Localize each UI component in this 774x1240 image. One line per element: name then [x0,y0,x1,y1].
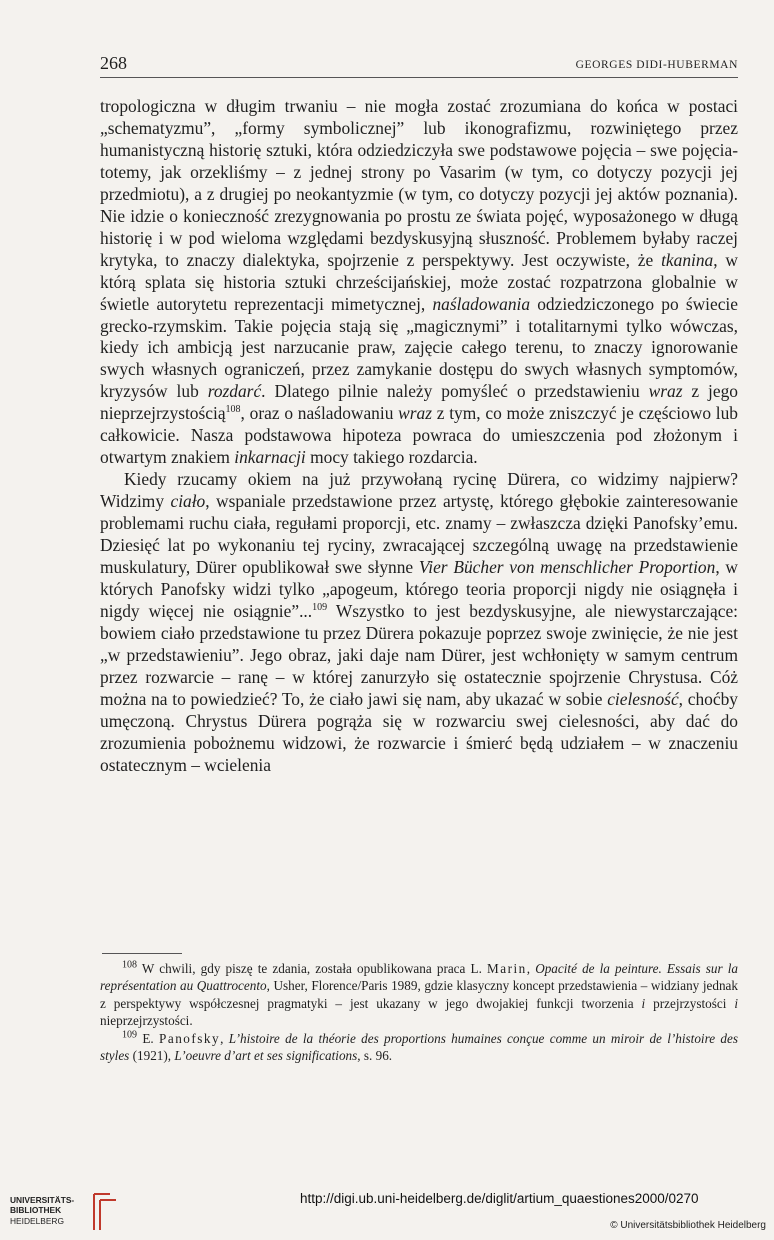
footnote-108: $^{108}$ W chwili, gdy piszę te zdania, została opublikowana praca L. Marin, Opacité de la peinture. Essais sur la représentation au Quattrocento, Usher, Florence/Paris 1989, gdzie klasyczny koncept przedstawienia – widziany jednak z perspektywy współczesnej pragmatyki – jest ukazany w jego dwojakiej funkcji tworzenia i przejrzystości i nieprzejrzystości. [100,959,739,1029]
copyright-notice: © Universitätsbibliothek Heidelberg [610,1220,766,1231]
footnotes [100,960,738,1064]
running-head: GEORGES DIDI-HUBERMAN [575,59,738,71]
page-header [100,53,738,78]
paragraph-1: tropologiczna w długim trwaniu – nie mogła zostać zrozumiana do końca w postaci „schematyzmu”, „formy symbolicznej” lub ikonografizmu, rozwiniętego przez humanistyczną historię sztuki, która odziedziczyła swe podstawowe pojęcia – swe pojęcia-totemy, jak orzekliśmy – z jednej strony po Vasarim (w tym, co dotyczy pozycji jej przedmiotu), a z drugiej po neokantyzmie (w tym, co dotyczy pozycji jej aktów poznania). Nie idzie o konieczność zrezygnowania po prostu ze świata pojęć, wyposażonego w długą historię i w pod wieloma względami bezdyskusyjną słuszność. Problemem byłaby raczej krytyka, to znaczy dialektyka, spojrzenie z perspektywy. Jest oczywiste, że tkanina, w którą splata się historia sztuki chrześcijańskiej, może zostać rozpatrzona globalnie w świetle autorytetu reprezentacji mimetycznej, naśladowania odziedziczonego po świecie grecko-rzymskim. Takie pojęcia stają się „magicznymi” i totalitarnymi tylko wówczas, kiedy ich ambicją jest narzucanie praw, zajęcie całego terenu, to znaczy ignorowanie swych własnych ograniczeń, przez zamykanie dostępu do swych własnych symptomów, kryzysów lub rozdarć. Dlatego pilnie należy pomyśleć o przedstawieniu wraz z jego nieprzejrzystością$^{108}$, oraz o naśladowaniu wraz z tym, co może zniszczyć je częściowo lub całkowicie. Nasza podstawowa hipoteza powraca do umieszczenia pod złożonym i otwartym znakiem inkarnacji mocy takiego rozdarcia. [100,96,738,468]
footnote-ref-108[interactable]: 108 [225,404,241,416]
library-name: UNIVERSITÄTS- BIBLIOTHEK HEIDELBERG [10,1195,75,1226]
page-number: 268 [100,53,127,73]
paragraph-2: Kiedy rzucamy okiem na już przywołaną rycinę Dürera, co widzimy najpierw? Widzimy ciało, wspaniale przedstawione przez artystę, którego głębokie zainteresowanie problemami ruchu ciała, regułami proporcji, etc. znamy – zwłaszcza dzięki Panofsky’emu. Dziesięć lat po wykonaniu tej ryciny, zwracającej szczególną uwagę na przedstawienie muskulatury, Dürer opublikował swe słynne Vier Bücher von menschlicher Proportion, w których Panofsky widzi tylko „apogeum, którego teoria proporcji nigdy nie osiągnęła i nigdy więcej nie osiągnie”...$^{109}$ Wszystko to jest bezdyskusyjne, ale niewystarczające: bowiem ciało przedstawione tu przez Dürera pokazuje poprzez swoje zwinięcie, że nie jest „w przedstawieniu”. Jego obraz, jaki daje nam Dürer, jest wchłonięty w samym centrum przez rozwarcie – ranę – w której zanurzyło się ostatecznie spojrzenie Chrystusa. Cóż można na to powiedzieć? To, że ciało jawi się nam, aby ukazać w sobie cielesność, choćby umęczoną. Chrystus Dürera pogrąża się w rozwarciu swej cielesności, aby dać do zrozumienia pobożnemu widzowi, że rozwarcie i śmierć będą udziałem – w znaczeniu ostatecznym – wcielenia [100,469,738,775]
library-logo[interactable] [10,1190,122,1234]
library-emblem-icon [90,1190,120,1232]
body-text [100,96,738,777]
footnote-rule [102,953,182,954]
footnote-109: $^{109}$ E. Panofsky, L’histoire de la théorie des proportions humaines conçue comme un miroir de l’histoire des styles (1921), L’oeuvre d’art et ses significations, s. 96. [100,1029,738,1064]
footnote-ref-109[interactable]: 109 [312,602,328,614]
source-url-link[interactable]: http://digi.ub.uni-heidelberg.de/diglit/artium_quaestiones2000/0270 [300,1191,699,1206]
